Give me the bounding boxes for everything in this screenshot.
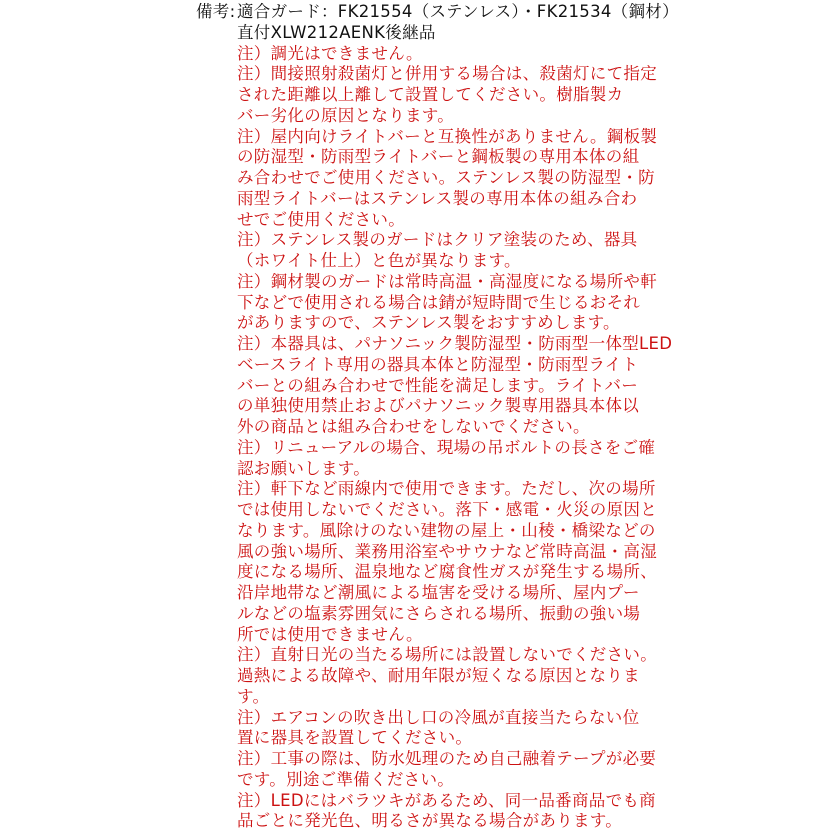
note-line xyxy=(0,791,837,812)
note-text: 注）エアコンの吹き出し口の冷風が直接当たらない位 xyxy=(237,707,640,727)
compatible-guard-text: 適合ガード：FK21554（ステンレス）・FK21534（鋼材） xyxy=(237,2,679,21)
note-line xyxy=(0,728,837,749)
note-text: 注）LEDにはバラツキがあるため、同一品番商品でも商 xyxy=(237,790,656,810)
note-text: 所では使用できません。 xyxy=(237,624,423,644)
note-text: バー劣化の原因となります。 xyxy=(237,105,455,125)
note-line xyxy=(0,168,837,189)
note-text: の防湿型・防雨型ライトバーと鋼板製の専用本体の組 xyxy=(237,147,640,167)
note-text: 注）軒下など雨線内で使用できます。ただし、次の場所 xyxy=(237,479,656,499)
note-text: です。別途ご準備ください。 xyxy=(237,769,455,789)
note-line xyxy=(0,293,837,314)
note-text: なります。風除けのない建物の屋上・山稜・橋梁などの xyxy=(237,520,656,540)
note-line xyxy=(0,64,837,85)
note-text: 注）ステンレス製のガードはクリア塗装のため、器具 xyxy=(237,230,638,250)
note-line xyxy=(0,687,837,708)
note-text: では使用しないでください。落下・感電・火災の原因と xyxy=(237,500,657,519)
note-text: み合わせでご使用ください。ステンレス製の防湿型・防 xyxy=(237,168,655,187)
note-line xyxy=(0,645,837,666)
note-text: 度になる場所、温泉地など腐食性ガスが発生する場所、 xyxy=(237,562,657,582)
note-line xyxy=(0,127,837,148)
note-line xyxy=(0,749,837,770)
remarks-label: 備考: xyxy=(196,2,236,21)
note-text: された距離以上離して設置してください。樹脂製カ xyxy=(237,85,624,104)
note-text: 注）本器具は、パナソニック製防湿型・防雨型一体型LED xyxy=(237,334,673,353)
note-text: 注）直射日光の当たる場所には設置しないでください。 xyxy=(237,645,657,665)
note-text: 下などで使用される場合は錆が短時間で生じるおそれ xyxy=(237,292,641,312)
note-line xyxy=(0,396,837,417)
note-text: 品ごとに発光色、明るさが異なる場合があります。 xyxy=(237,811,623,831)
note-text: 注）工事の際は、防水処理のため自己融着テープが必要 xyxy=(237,749,657,768)
successor-model-text: 直付XLW212AENK後継品 xyxy=(237,22,436,42)
note-text: 注）鋼材製のガードは常時高温・高湿度になる場所や軒 xyxy=(237,271,657,291)
note-line xyxy=(0,85,837,106)
note-line xyxy=(0,438,837,459)
note-text: 沿岸地帯など潮風による塩害を受ける場所、屋内プー xyxy=(237,583,640,602)
note-line xyxy=(0,479,837,500)
remarks-section xyxy=(0,2,837,832)
note-line xyxy=(0,355,837,376)
note-text: 注）調光はできません。 xyxy=(237,43,423,63)
note-line xyxy=(0,230,837,251)
note-line xyxy=(0,334,837,355)
note-line xyxy=(0,521,837,542)
note-text: 置に器具を設置してください。 xyxy=(237,728,473,748)
note-text: 雨型ライトバーはステンレス製の専用本体の組み合わ xyxy=(237,188,638,208)
note-text: 風の強い場所、業務用浴室やサウナなど常時高温・高湿 xyxy=(237,541,657,561)
note-line xyxy=(0,708,837,729)
note-line xyxy=(0,562,837,583)
note-text: （ホワイト仕上）と色が異なります。 xyxy=(237,251,521,270)
note-line xyxy=(0,811,837,832)
note-line xyxy=(0,583,837,604)
note-line xyxy=(0,44,837,65)
note-text: 注）屋内向けライトバーと互換性がありません。鋼板製 xyxy=(237,126,658,146)
note-line xyxy=(0,251,837,272)
note-line xyxy=(0,376,837,397)
note-text: 認お願いします。 xyxy=(237,458,371,478)
note-text: ルなどの塩素雰囲気にさらされる場所、振動の強い場 xyxy=(237,603,641,623)
note-line xyxy=(0,542,837,563)
note-line xyxy=(0,147,837,168)
remarks-header-line xyxy=(0,2,837,23)
note-text: がありますので、ステンレス製をおすすめします。 xyxy=(237,313,620,333)
note-text: ベースライト専用の器具本体と防湿型・防雨型ライト xyxy=(237,354,639,374)
note-line xyxy=(0,604,837,625)
note-text: 注）間接照射殺菌灯と併用する場合は、殺菌灯にて指定 xyxy=(237,64,657,84)
note-text: 過熱による故障や、耐用年限が短くなる原因となりま xyxy=(237,666,640,685)
note-line xyxy=(0,459,837,480)
note-line xyxy=(0,210,837,231)
note-line xyxy=(0,106,837,127)
note-line xyxy=(0,189,837,210)
note-text: の単独使用禁止およびパナソニック製専用器具本体以 xyxy=(237,396,640,416)
note-line xyxy=(0,500,837,521)
note-line xyxy=(0,272,837,293)
note-line xyxy=(0,770,837,791)
note-line xyxy=(0,417,837,438)
note-text: せでご使用ください。 xyxy=(237,209,405,229)
note-line xyxy=(0,625,837,646)
note-line xyxy=(0,313,837,334)
note-text: 注）リニューアルの場合、現場の吊ボルトの長さをご確 xyxy=(237,437,656,457)
note-text: 外の商品とは組み合わせをしないでください。 xyxy=(237,417,590,436)
succession-line xyxy=(0,23,837,44)
note-text: す。 xyxy=(237,686,270,706)
note-line xyxy=(0,666,837,687)
note-text: バーとの組み合わせで性能を満足します。ライトバー xyxy=(237,375,639,395)
